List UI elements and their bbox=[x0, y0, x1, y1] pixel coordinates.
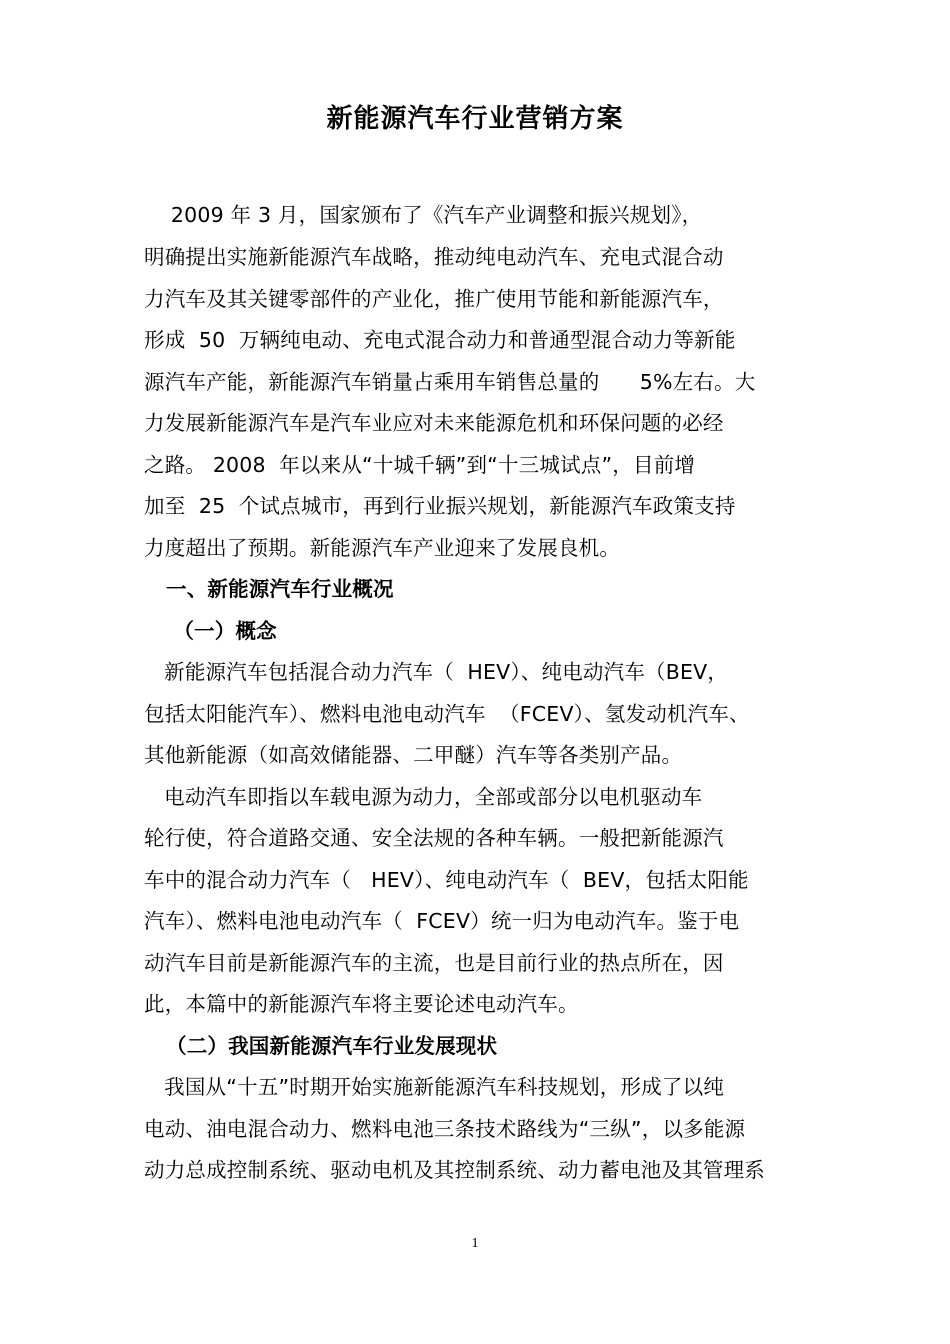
paragraph-line: 电动、油电混合动力、燃料电池三条技术路线为“三纵”，以多能源 bbox=[144, 1117, 746, 1141]
paragraph-line: 我国从“十五”时期开始实施新能源汽车科技规划，形成了以纯 bbox=[144, 1075, 724, 1099]
paragraph-line: 力发展新能源汽车是汽车业应对未来能源危机和环保问题的必经 bbox=[144, 411, 724, 435]
paragraph-line: 力度超出了预期。新能源汽车产业迎来了发展良机。 bbox=[144, 536, 621, 560]
paragraph-line: 加至 25 个试点城市，再到行业振兴规划，新能源汽车政策支持 bbox=[144, 494, 736, 518]
paragraph-line: 电动汽车即指以车载电源为动力，全部或部分以电机驱动车 bbox=[144, 785, 703, 809]
paragraph-line: 源汽车产能，新能源汽车销量占乘用车销售总量的 5%左右。大 bbox=[144, 370, 756, 394]
paragraph-line: 轮行使，符合道路交通、安全法规的各种车辆。一般把新能源汽 bbox=[144, 826, 724, 850]
paragraph-line: 汽车）、燃料电池电动汽车（ FCEV）统一归为电动汽车。鉴于电 bbox=[144, 909, 740, 933]
paragraph-line: 之路。 2008 年以来从“十城千辆”到“十三城试点”，目前增 bbox=[144, 453, 696, 477]
page-number: 1 bbox=[471, 1236, 479, 1251]
paragraph-line: 力汽车及其关键零部件的产业化，推广使用节能和新能源汽车， bbox=[144, 287, 724, 311]
paragraph-line: 包括太阳能汽车）、燃料电池电动汽车 （FCEV）、氢发动机汽车、 bbox=[144, 702, 750, 726]
subsection-heading: （一）概念 bbox=[144, 619, 277, 643]
section-heading: 一、新能源汽车行业概况 bbox=[144, 577, 394, 601]
paragraph-line: 形成 50 万辆纯电动、充电式混合动力和普通型混合动力等新能 bbox=[144, 328, 736, 352]
paragraph-line: 2009 年 3 月，国家颁布了《汽车产业调整和振兴规划》， bbox=[144, 203, 703, 227]
paragraph-line: 其他新能源（如高效储能器、二甲醚）汽车等各类别产品。 bbox=[144, 743, 683, 767]
subsection-heading: （二）我国新能源汽车行业发展现状 bbox=[144, 1034, 498, 1058]
paragraph-line: 动汽车目前是新能源汽车的主流，也是目前行业的热点所在，因 bbox=[144, 951, 724, 975]
paragraph-line: 车中的混合动力汽车（ HEV）、纯电动汽车（ BEV，包括太阳能 bbox=[144, 868, 749, 892]
paragraph-line: 动力总成控制系统、驱动电机及其控制系统、动力蓄电池及其管理系 bbox=[144, 1158, 765, 1182]
document-title: 新能源汽车行业营销方案 bbox=[326, 104, 624, 134]
paragraph-line: 此，本篇中的新能源汽车将主要论述电动汽车。 bbox=[144, 992, 579, 1016]
paragraph-line: 明确提出实施新能源汽车战略，推动纯电动汽车、充电式混合动 bbox=[144, 245, 724, 269]
paragraph-line: 新能源汽车包括混合动力汽车（ HEV）、纯电动汽车（BEV， bbox=[144, 660, 729, 684]
